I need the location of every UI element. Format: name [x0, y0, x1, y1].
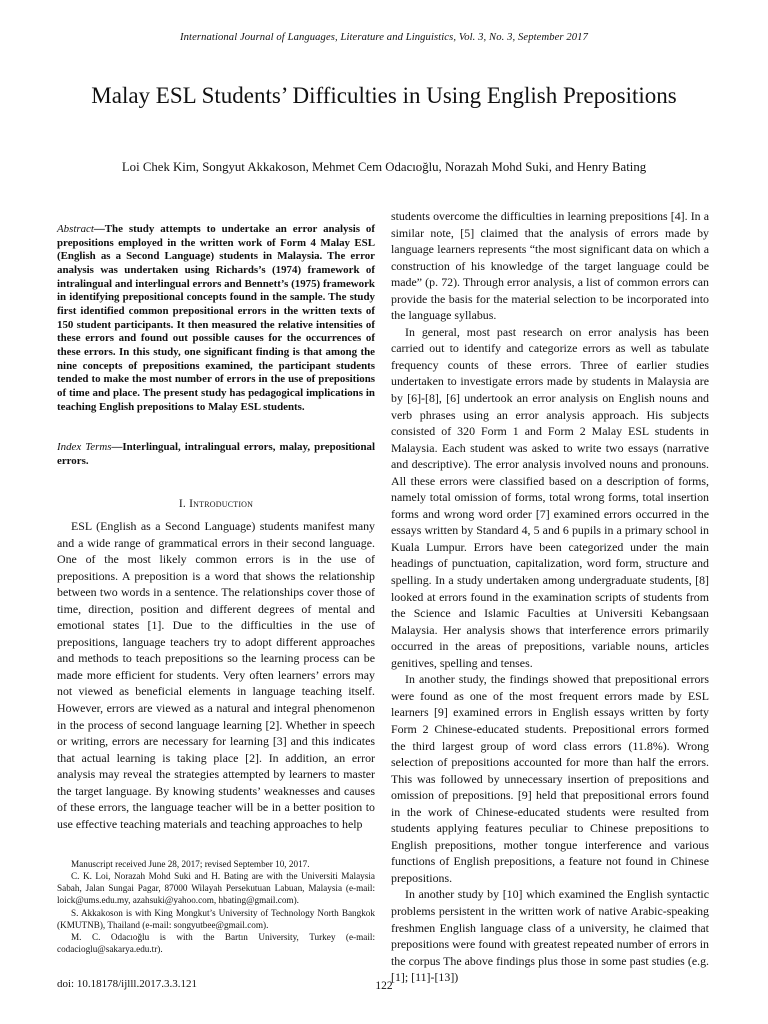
footnote: Manuscript received June 28, 2017; revised September 10, 2017. [71, 859, 310, 869]
doi: doi: 10.18178/ijlll.2017.3.3.121 [57, 978, 197, 990]
footnote: C. K. Loi, Norazah Mohd Suki and H. Bating are with the Universiti Malaysia Sabah, Jalan Sungai Pagar, 87000 Wilayah Persekutuan Labuan, Malaysia (e-mail: loick@ums.edu.my, azahsuki@yahoo.com, hbating@gmail.com). [57, 871, 375, 906]
right-column [391, 208, 709, 986]
author-list: Loi Chek Kim, Songyut Akkakoson, Mehmet Cem Odacıoğlu, Norazah Mohd Suki, and Henry Bating [121, 160, 647, 174]
section-heading-introduction: I. Introduction [178, 497, 254, 510]
footnote: M. C. Odacıoğlu is with the Bartın University, Turkey (e-mail: codacioglu@sakarya.edu.tr). [57, 931, 375, 955]
journal-header: International Journal of Languages, Literature and Linguistics, Vol. 3, No. 3, September 2017 [180, 32, 588, 43]
body-paragraph: In general, most past research on error analysis has been carried out to identify and categorize errors as well as tabulate frequency counts of these errors. Three of earlier studies undertaken to investigate errors made by students in Malaysia are by [6]-[8], [6] undertook an error analysis on English nouns and verb phrases using an error analysis approach. His subjects consisted of 320 Form 1 and Form 2 Malay ESL students in Malaysia. Each student was asked to write two essays (narrative and descriptive). The error analysis involved nouns and pronouns. All these errors were classified based on a description of forms, namely total omission of forms, total wrong forms, total insertion forms and wrong word order [7] examined errors occurred in the essays written by Standard 4, 5 and 6 pupils in a primary school in Kuala Lumpur. Errors have been categorized under the main headings of punctuation, capitalization, word form, structure and spelling. In a study undertaken among undergraduate students, [8] looked at errors found in the examination scripts of students from the Science and Islamic Faculties at Universiti Kebangsaan Malaysia. Her analysis shows that interference errors primarily occurred in the areas of prepositions, variable nouns, articles genitives, spelling and tenses. [391, 324, 709, 670]
page-number: 122 [375, 980, 393, 992]
abstract [57, 223, 375, 414]
abstract-lead: Abstract [57, 223, 94, 235]
index-terms-text: —Interlingual, intralingual errors, malay, prepositional errors. [57, 441, 376, 467]
index-terms [57, 441, 375, 468]
body-paragraph: In another study by [10] which examined the English syntactic problems persistent in the written work of native Arabic-speaking freshmen English language class of a university, he claimed that prepositions were found with greatest repeated number of errors in the corpus The above findings plus those in some past studies (e.g. [1]; [11]-[13]) [391, 887, 709, 985]
footnote: S. Akkakoson is with King Mongkut’s University of Technology North Bangkok (KMUTNB), Thailand (e-mail: songyutbee@gmail.com). [57, 907, 375, 930]
intro-paragraph: ESL (English as a Second Language) students manifest many and a wide range of grammatical errors in their second language. One of the most likely common errors is in the use of prepositions. A preposition is a word that shows the relationship between two words in a sentence. The relationships cover those of time, direction, position and different degrees of mental and emotional states [1]. Due to the difficulties in the use of prepositions, language teachers try to adopt different approaches and methods to teach prepositions so the learning process can be made more efficient for students. Very often learners’ errors may not viewed as beneficial elements in language teaching itself. However, errors are viewed as a natural and integral phenomenon in the process of second language learning [2]. Whether in speech or writing, errors are necessary for learning [3] and this indicates that actual learning is taking place [2]. In addition, an error analysis may reveal the strategies attempted by learners to master the target language. By knowing students’ weaknesses and causes of these errors, the language teacher will be in a better position to use effective teaching materials and teaching approaches to help [57, 519, 375, 831]
footnotes [57, 858, 375, 955]
paper-title: Malay ESL Students’ Difficulties in Using English Prepositions [91, 83, 677, 108]
body-paragraph: students overcome the difficulties in learning prepositions [4]. In a similar note, [5] claimed that the analysis of errors made by language learners represents “the most significant data on which a construction of his knowledge of the target language could be made” (p. 72). Through error analysis, a list of common errors can provide the basis for the material selection to be incorporated into the language syllabus. [391, 209, 709, 323]
abstract-text: —The study attempts to undertake an error analysis of prepositions employed in the written work of Form 4 Malay ESL (English as a Second Language) students in Malaysia. The error analysis was undertaken using Richards’s (1974) framework of intralingual and interlingual errors and Bennett’s (1975) framework in identifying prepositional concepts found in the sample. The study first identified common prepositional errors in the written texts of 150 student participants. It then measured the relative intensities of these errors and found out possible causes for the occurrences of these errors. In this study, one significant finding is that among the nine concepts of prepositions examined, the participant students tended to make the most number of errors in the use of prepositions of time and place. The present study has pedagogical implications in teaching English prepositions to Malay ESL students. [57, 223, 375, 413]
index-terms-lead: Index Terms [57, 441, 112, 453]
body-paragraph: In another study, the findings showed that prepositional errors were found as one of the most frequent errors made by ESL learners [9] examined errors in English essays written by forty Form 2 Chinese-educated students. Prepositional errors formed the third largest group of word class errors (11.8%). Wrong selection of prepositions accounted for more than half the errors. This was followed by unnecessary insertion of prepositions and omission of prepositions. [9] held that prepositional errors found in the work of Chinese-educated students were resulted from students applying features peculiar to Chinese prepositions to English prepositions, mother tongue interference and various functions of English prepositions, a feature not found in Chinese prepositions. [391, 672, 709, 885]
